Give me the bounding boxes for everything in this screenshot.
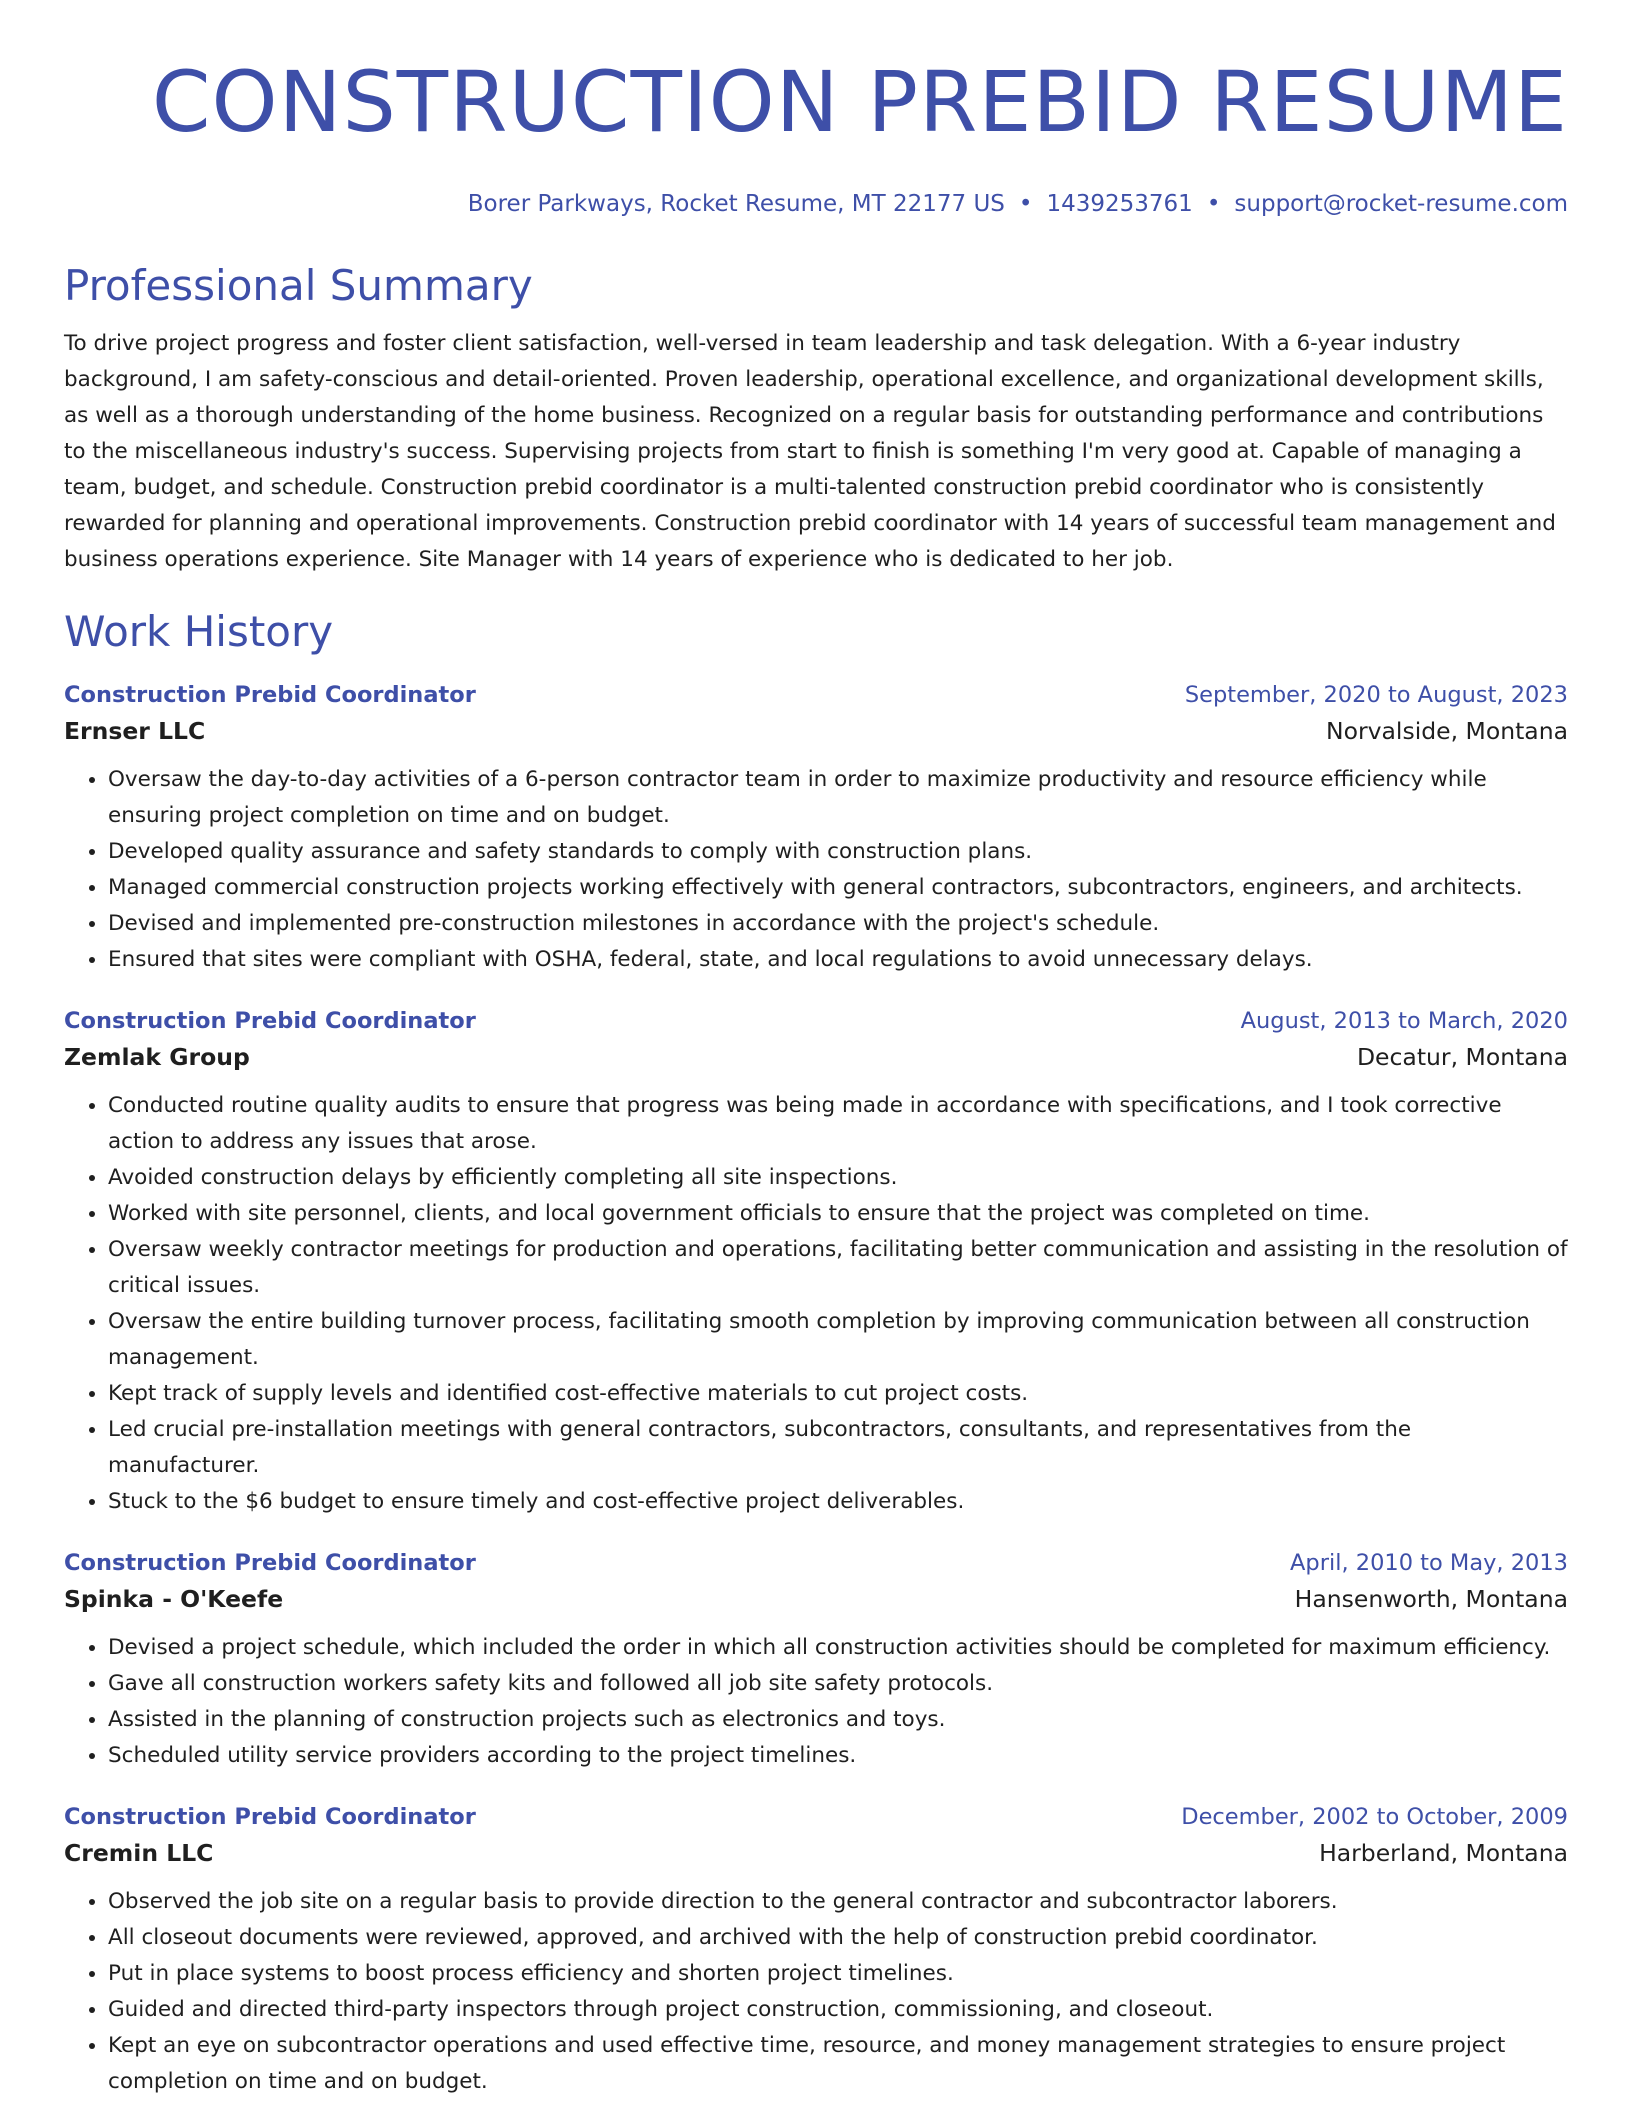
- contact-email[interactable]: support@rocket-resume.com: [1234, 191, 1568, 217]
- job-bullet: • Put in place systems to boost process efficiency and shorten project timelines.: [108, 1956, 1568, 1992]
- job-bullet: • Worked with site personnel, clients, and local government officials to ensure that the project was completed on time.: [108, 1196, 1568, 1232]
- job-bullet: • Kept an eye on subcontractor operations and used effective time, resource, and money management strategies to ensure project completion on time and on budget.: [108, 2028, 1568, 2100]
- job-dates: September, 2020 to August, 2023: [1184, 682, 1568, 708]
- job-bullet: • Oversaw the day-to-day activities of a 6-person contractor team in order to maximize productivity and resource efficiency while ensuring project completion on time and on budget.: [108, 762, 1568, 834]
- job-header-row: [64, 1004, 1568, 1038]
- job-bullet: • Assisted in the planning of construction projects such as electronics and toys.: [108, 1702, 1568, 1738]
- job-bullet: • Stuck to the $6 budget to ensure timely and cost-effective project deliverables.: [108, 1484, 1568, 1520]
- job-entry: [64, 1800, 1568, 2100]
- job-bullet-list: [64, 1088, 1568, 1520]
- job-dates: August, 2013 to March, 2020: [1240, 1008, 1568, 1034]
- job-entry: [64, 1546, 1568, 1774]
- contact-separator: •: [1018, 191, 1033, 217]
- job-bullet: • Gave all construction workers safety kits and followed all job site safety protocols.: [108, 1666, 1568, 1702]
- job-entry: [64, 1004, 1568, 1520]
- job-title: Construction Prebid Coordinator: [64, 682, 476, 708]
- job-bullet-list: [64, 762, 1568, 978]
- job-bullet: • Kept track of supply levels and identified cost-effective materials to cut project costs.: [108, 1376, 1568, 1412]
- job-title: Construction Prebid Coordinator: [64, 1550, 476, 1576]
- job-bullet: • Ensured that sites were compliant with OSHA, federal, state, and local regulations to avoid unnecessary delays.: [108, 942, 1568, 978]
- job-bullet: • Avoided construction delays by efficiently completing all site inspections.: [108, 1160, 1568, 1196]
- job-bullet: • Devised and implemented pre-construction milestones in accordance with the project's schedule.: [108, 906, 1568, 942]
- job-company-row: [64, 712, 1568, 750]
- job-company: Cremin LLC: [64, 1839, 214, 1867]
- job-bullet: • Conducted routine quality audits to ensure that progress was being made in accordance with specifications, and I took corrective action to address any issues that arose.: [108, 1088, 1568, 1160]
- job-bullet: • Oversaw the entire building turnover process, facilitating smooth completion by improving communication between all construction management.: [108, 1304, 1568, 1376]
- job-bullet: • Devised a project schedule, which included the order in which all construction activities should be completed for maximum efficiency.: [108, 1630, 1568, 1666]
- contact-phone: 1439253761: [1046, 191, 1193, 217]
- job-company: Zemlak Group: [64, 1043, 250, 1071]
- summary-heading: Professional Summary: [64, 261, 533, 310]
- contact-address: Borer Parkways, Rocket Resume, MT 22177 US: [467, 191, 1005, 217]
- job-bullet: • Scheduled utility service providers according to the project timelines.: [108, 1738, 1568, 1774]
- summary-text: To drive project progress and foster client satisfaction, well-versed in team leadership and task delegation. With a 6-year industry background, I am safety-conscious and detail-oriented. Proven leadership, operational excellence, and organizational development skills, as well as a thorough understanding of the home business. Recognized on a regular basis for outstanding performance and contributions to the miscellaneous industry's success. Supervising projects from start to finish is something I'm very good at. Capable of managing a team, budget, and schedule. Construction prebid coordinator is a multi-talented construction prebid coordinator who is consistently rewarded for planning and operational improvements. Construction prebid coordinator with 14 years of successful team management and business operations experience. Site Manager with 14 years of experience who is dedicated to her job.: [64, 331, 1556, 572]
- job-location: Harberland, Montana: [1319, 1839, 1568, 1867]
- job-location: Hansenworth, Montana: [1294, 1585, 1568, 1613]
- job-company-row: [64, 1038, 1568, 1076]
- job-entry: [64, 678, 1568, 978]
- job-dates: April, 2010 to May, 2013: [1290, 1550, 1568, 1576]
- job-bullet-list: [64, 1884, 1568, 2100]
- job-header-row: [64, 1546, 1568, 1580]
- job-header-row: [64, 1800, 1568, 1834]
- job-dates: December, 2002 to October, 2009: [1181, 1804, 1568, 1830]
- job-bullet-list: [64, 1630, 1568, 1774]
- job-bullet: • Observed the job site on a regular basis to provide direction to the general contractor and subcontractor laborers.: [108, 1884, 1568, 1920]
- job-bullet: • Developed quality assurance and safety standards to comply with construction plans.: [108, 834, 1568, 870]
- job-bullet: • Guided and directed third-party inspectors through project construction, commissioning, and closeout.: [108, 1992, 1568, 2028]
- job-location: Norvalside, Montana: [1326, 717, 1568, 745]
- job-company-row: [64, 1580, 1568, 1618]
- job-bullet: • Led crucial pre-installation meetings with general contractors, subcontractors, consultants, and representatives from the manufacturer.: [108, 1412, 1568, 1484]
- contact-line: [64, 188, 1568, 220]
- job-header-row: [64, 678, 1568, 712]
- job-title: Construction Prebid Coordinator: [64, 1804, 476, 1830]
- contact-separator: •: [1206, 191, 1221, 217]
- job-bullet: • All closeout documents were reviewed, approved, and archived with the help of construction prebid coordinator.: [108, 1920, 1568, 1956]
- job-company: Spinka - O'Keefe: [64, 1585, 284, 1613]
- resume-title: CONSTRUCTION PREBID RESUME: [151, 53, 1568, 151]
- job-bullet: • Managed commercial construction projects working effectively with general contractors, subcontractors, engineers, and architects.: [108, 870, 1568, 906]
- job-title: Construction Prebid Coordinator: [64, 1008, 476, 1034]
- job-location: Decatur, Montana: [1356, 1043, 1568, 1071]
- job-bullet: • Oversaw weekly contractor meetings for production and operations, facilitating better communication and assisting in the resolution of critical issues.: [108, 1232, 1568, 1304]
- work-history-heading: Work History: [64, 607, 334, 656]
- job-company: Ernser LLC: [64, 717, 206, 745]
- job-company-row: [64, 1834, 1568, 1872]
